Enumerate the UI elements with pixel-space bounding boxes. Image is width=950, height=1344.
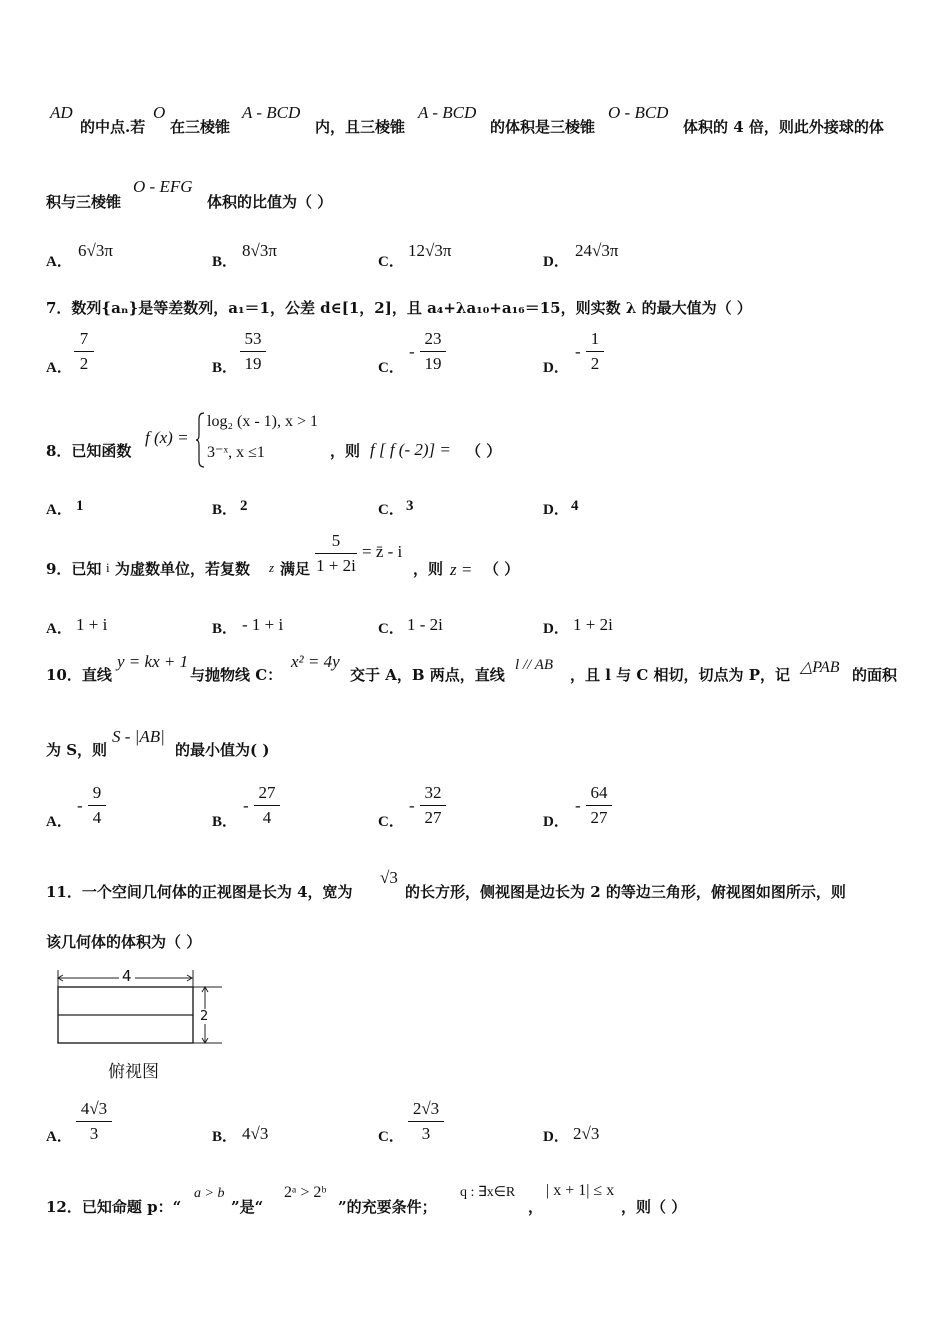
fraction: $\frac{23}{19}$ — [420, 329, 446, 374]
math-z: z — [269, 560, 275, 575]
math-power: 2ᵃ > 2ᵇ — [284, 1184, 327, 1201]
math-rhs: = z̄ - i — [362, 542, 403, 561]
option-value: 4 — [571, 498, 579, 514]
math-q: q : ∃x∈R — [460, 1185, 516, 1200]
math-ab: a > b — [194, 1186, 225, 1201]
option-label: D． — [543, 254, 569, 270]
option-value: 1 + 2i — [573, 615, 613, 634]
math-ad: AD — [50, 103, 73, 122]
text: 12．已知命题 p：“ — [46, 1198, 182, 1216]
text: 积与三棱锥 — [46, 193, 122, 211]
math-sqrt3: √3 — [380, 868, 398, 887]
text: 的最小值为( ) — [175, 741, 270, 759]
math-expr: f [ f (- 2)] = — [370, 440, 451, 459]
text: 的面积 — [852, 666, 898, 684]
diagram-caption: 俯视图 — [108, 1062, 159, 1082]
fraction: $\frac{27}{4}$ — [254, 783, 280, 828]
option-label: B． — [212, 502, 238, 518]
fraction: $\frac{4√3}{3}$ — [76, 1099, 112, 1144]
q7-stem: 7．数列{aₙ}是等差数列，a₁＝1，公差 d∈[1，2]，且 a₄+λa₁₀+a₁₆＝15，则实数 λ 的最大值为（ ） — [46, 299, 752, 317]
text: 的体积是三棱锥 — [490, 118, 596, 136]
math-i: i — [106, 560, 110, 575]
option-label: A． — [46, 1129, 72, 1145]
text: 9．已知 — [46, 560, 102, 578]
text: ，且 l 与 C 相切，切点为 P，记 — [570, 666, 791, 684]
minus-sign: - — [575, 796, 581, 815]
math-triangle: △PAB — [800, 659, 840, 676]
text: （ ） — [484, 560, 520, 578]
text: 内，且三棱锥 — [315, 118, 406, 136]
math-line: y = kx + 1 — [117, 652, 189, 671]
option-label: A． — [46, 621, 72, 637]
fraction: $\frac{9}{4}$ — [88, 783, 106, 828]
width-label: 4 — [119, 967, 135, 985]
minus-sign: - — [409, 796, 415, 815]
option-value: 4√3 — [242, 1124, 269, 1143]
minus-sign: - — [409, 342, 415, 361]
height-label: 2 — [200, 1009, 209, 1024]
option-value: 2 — [240, 498, 248, 514]
option-value: - 1 + i — [242, 615, 284, 634]
option-label: B． — [212, 254, 238, 270]
text: ，则 — [413, 560, 444, 578]
option-label: C． — [378, 621, 404, 637]
option-value: 1 - 2i — [407, 615, 443, 634]
math-expr: S - |AB| — [112, 727, 165, 746]
minus-sign: - — [243, 796, 249, 815]
fraction: $\frac{2√3}{3}$ — [408, 1099, 444, 1144]
option-label: D． — [543, 502, 569, 518]
text: 满足 — [280, 560, 311, 578]
text: 11．一个空间几何体的正视图是长为 4，宽为 — [46, 883, 353, 901]
fraction: $\frac{32}{27}$ — [420, 783, 446, 828]
text: 8．已知函数 — [46, 442, 132, 460]
fraction: $\frac{53}{19}$ — [240, 329, 266, 374]
text: 的中点.若 — [80, 118, 146, 136]
math-fx: f (x) = — [145, 428, 189, 447]
option-label: D． — [543, 360, 569, 376]
option-label: A． — [46, 254, 72, 270]
math-parabola: x² = 4y — [291, 652, 340, 671]
option-value: 3 — [406, 498, 414, 514]
diagram-figure — [50, 965, 225, 1050]
text: 与抛物线 C： — [190, 666, 283, 684]
text: （ ） — [466, 442, 502, 460]
text: 交于 A，B 两点，直线 — [350, 666, 505, 684]
text: ， — [528, 1198, 544, 1216]
text: 在三棱锥 — [170, 118, 231, 136]
text: 为虚数单位，若复数 — [115, 560, 251, 578]
minus-sign: - — [77, 796, 83, 815]
option-label: D． — [543, 814, 569, 830]
case-2: 3⁻ˣ, x ≤1 — [207, 444, 265, 461]
option-label: D． — [543, 621, 569, 637]
text: ，则 — [330, 442, 361, 460]
option-value: 8√3π — [242, 241, 277, 260]
math-parallel: l // AB — [515, 657, 554, 673]
option-label: C． — [378, 254, 404, 270]
option-label: B． — [212, 1129, 238, 1145]
math-abcd: A - BCD — [418, 103, 477, 122]
minus-sign: - — [575, 342, 581, 361]
text: 的长方形，侧视图是边长为 2 的等边三角形，俯视图如图所示，则 — [405, 883, 846, 901]
math-o: O — [153, 103, 166, 122]
option-value: 12√3π — [408, 241, 452, 260]
brace-icon — [196, 411, 206, 469]
option-value: 6√3π — [78, 241, 113, 260]
fraction: $\frac{7}{2}$ — [74, 329, 94, 374]
option-label: A． — [46, 360, 72, 376]
text: 10．直线 — [46, 666, 112, 684]
text: 体积的比值为（ ） — [207, 193, 333, 211]
option-label: C． — [378, 1129, 404, 1145]
option-label: C． — [378, 502, 404, 518]
option-label: B． — [212, 621, 238, 637]
text: ”的充要条件； — [338, 1198, 437, 1216]
option-label: B． — [212, 360, 238, 376]
option-label: C． — [378, 814, 404, 830]
option-label: B． — [212, 814, 238, 830]
math-zeq: z = — [450, 560, 473, 579]
option-value: 1 — [76, 498, 84, 514]
option-label: A． — [46, 502, 72, 518]
option-label: A． — [46, 814, 72, 830]
math-abs: | x + 1| ≤ x — [546, 1182, 615, 1199]
option-label: D． — [543, 1129, 569, 1145]
case-1: log₂ (x - 1), x > 1 — [207, 413, 319, 430]
text: ，则（ ） — [621, 1198, 687, 1216]
math-obcd: O - BCD — [608, 103, 669, 122]
option-value: 1 + i — [76, 615, 108, 634]
q11-line2: 该几何体的体积为（ ） — [46, 933, 202, 951]
math-abcd: A - BCD — [242, 103, 301, 122]
option-value: 24√3π — [575, 241, 619, 260]
text: 体积的 4 倍，则此外接球的体 — [683, 118, 884, 136]
text: ”是“ — [231, 1198, 264, 1216]
option-value: 2√3 — [573, 1124, 600, 1143]
text: 为 S，则 — [46, 741, 108, 759]
fraction: $\frac{64}{27}$ — [586, 783, 612, 828]
fraction: $\frac{5}{1 + 2i}$ — [316, 531, 356, 575]
option-label: C． — [378, 360, 404, 376]
math-oefg: O - EFG — [133, 177, 193, 196]
fraction: $\frac{1}{2}$ — [586, 329, 604, 374]
